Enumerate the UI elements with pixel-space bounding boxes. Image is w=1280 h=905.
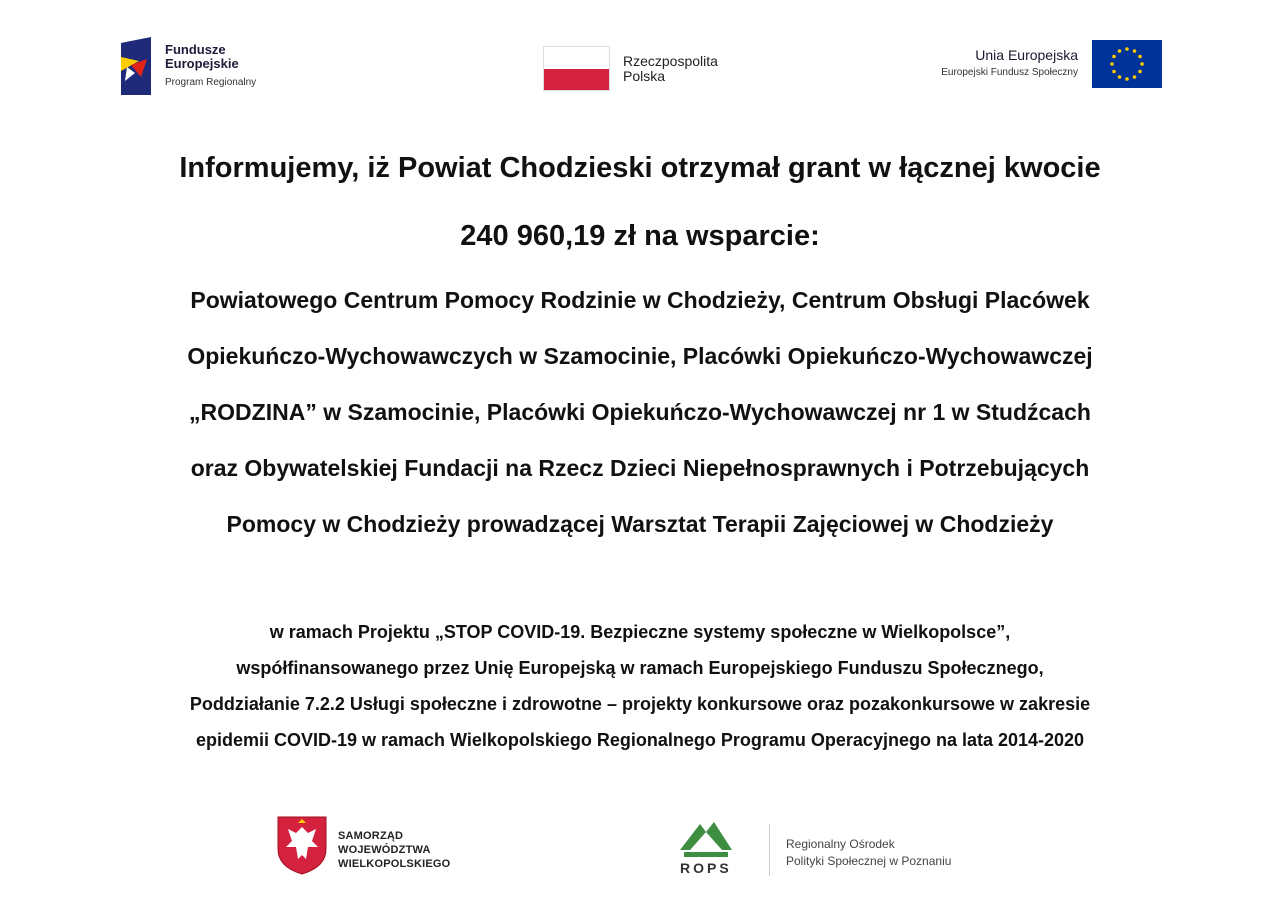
eu-star xyxy=(1125,77,1129,81)
eu-title: Unia Europejska xyxy=(975,47,1078,63)
body-line: Pomocy w Chodzieży prowadzącej Warsztat Terapii Zajęciowej w Chodzieży xyxy=(226,511,1054,537)
project-info xyxy=(0,620,1280,764)
eu-star xyxy=(1140,62,1144,66)
eu-star xyxy=(1138,55,1142,59)
fundusze-europejskie-icon xyxy=(121,37,157,95)
rops-abbr: ROPS xyxy=(680,860,732,876)
rops-logo xyxy=(676,820,976,880)
polish-flag-icon xyxy=(543,46,610,91)
beneficiaries-text xyxy=(0,283,1280,563)
eu-star xyxy=(1112,55,1116,59)
project-line: współfinansowanego przez Unię Europejską w ramach Europejskiego Funduszu Społecznego, xyxy=(236,658,1044,678)
fundusze-subtitle: Program Regionalny xyxy=(165,77,257,88)
eu-flag-icon xyxy=(1092,40,1162,88)
eu-star xyxy=(1133,49,1137,53)
eu-subtitle: Europejski Fundusz Społeczny xyxy=(941,67,1078,78)
body-line: Opiekuńczo-Wychowawczych w Szamocinie, Placówki Opiekuńczo-Wychowawczej xyxy=(187,343,1093,369)
rzeczpospolita-logo xyxy=(543,46,753,92)
samorzad-name: SAMORZĄD WOJEWÓDZTWA WIELKOPOLSKIEGO xyxy=(338,830,451,870)
eu-star xyxy=(1110,62,1114,66)
body-line: Powiatowego Centrum Pomocy Rodzinie w Chodzieży, Centrum Obsługi Placówek xyxy=(190,287,1090,313)
body-line: oraz Obywatelskiej Fundacji na Rzecz Dzieci Niepełnosprawnych i Potrzebujących xyxy=(190,455,1090,481)
rops-icon xyxy=(676,820,736,860)
eu-star xyxy=(1118,49,1122,53)
heading-line-2: 240 960,19 zł na wsparcie: xyxy=(460,220,820,252)
fundusze-title: Fundusze Europejskie xyxy=(165,42,239,71)
eu-logo xyxy=(930,40,1170,90)
eu-star xyxy=(1138,70,1142,74)
eu-star xyxy=(1112,70,1116,74)
rops-divider xyxy=(769,824,770,876)
rops-name: Regionalny Ośrodek Polityki Społecznej w Poznaniu xyxy=(786,837,952,868)
body-line: „RODZINA” w Szamocinie, Placówki Opiekuńczo-Wychowawczej nr 1 w Studźcach xyxy=(189,399,1091,425)
project-line: Poddziałanie 7.2.2 Usługi społeczne i zdrowotne – projekty konkursowe oraz pozakonkursowe w zakresie xyxy=(189,694,1091,714)
samorzad-logo xyxy=(276,815,476,875)
eu-star xyxy=(1133,75,1137,79)
heading-line-1: Informujemy, iż Powiat Chodzieski otrzymał grant w łącznej kwocie xyxy=(179,152,1101,184)
eu-star xyxy=(1125,47,1129,51)
coat-of-arms-icon xyxy=(276,815,328,875)
fundusze-europejskie-logo xyxy=(121,37,281,95)
eu-star xyxy=(1118,75,1122,79)
rzeczpospolita-name: Rzeczpospolita Polska xyxy=(623,53,718,84)
project-line: w ramach Projektu „STOP COVID-19. Bezpieczne systemy społeczne w Wielkopolsce”, xyxy=(269,622,1011,642)
project-line: epidemii COVID-19 w ramach Wielkopolskiego Regionalnego Programu Operacyjnego na lata 2014-2020 xyxy=(195,730,1085,750)
